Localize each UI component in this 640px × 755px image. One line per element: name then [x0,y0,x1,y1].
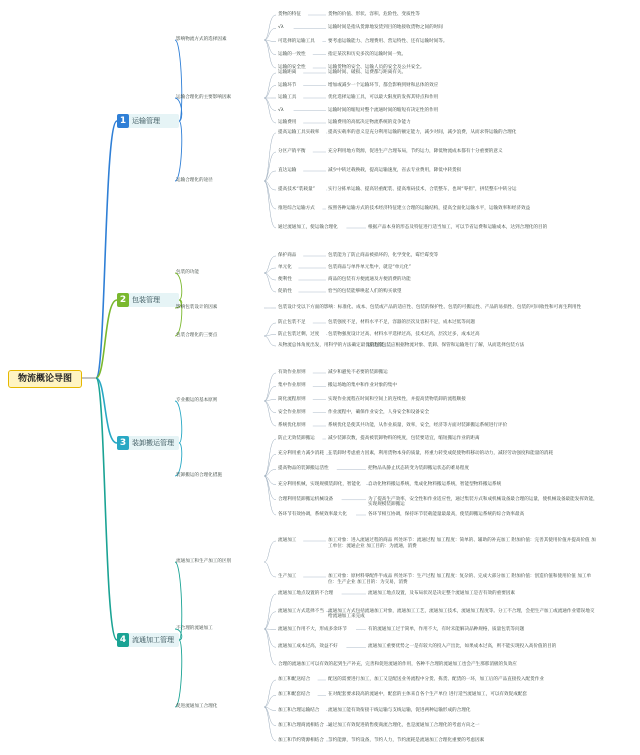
node-label: 分区产销平衡 [278,149,306,154]
node-label: 生产加工 [278,574,297,579]
node-label: 安全作业原则 [278,409,306,415]
node-description: 充分利用地方资源，促进生产合理布局，节约运力，降低物流成本都有十分重要的意义 [328,149,503,154]
node-label: 防止无效装卸搬运 [278,436,315,441]
node-label: 可选择的运输工具 [278,38,315,44]
connector-line [264,594,276,629]
node-label: √λ [278,107,284,113]
node-label: 流通加工成本过高，效益不好 [278,644,338,650]
node-description: 流通加工地点设置，及布局状况是决定整个流通加工是否有效的重要因素 [368,591,516,596]
branch-node-2 [117,293,179,307]
group-label: 运输合理化的主要影响因素 [176,95,232,100]
connector-line [175,121,182,181]
group-label: 影响包装设计的因素 [176,305,218,310]
connector-line [264,476,276,515]
node-description: 包装商品与单件单元集中，就是“单元化” [328,265,411,270]
node-text: 合理的流通加工可以有效的起到生产补充，完善和促进流通的作用，各种不合理的流通加工也会产生那那消极的负效应 [278,662,517,667]
node-label: 提高技术“装载量” [278,187,315,192]
group-label: 包装的功能 [176,270,199,275]
node-label: 加工和配套结合 [278,692,311,698]
connector-line [264,629,276,630]
group-label: 运输合理化的途径 [176,178,213,183]
node-description: 有的流通加工过于简单，作用不大，有时未能解决品种规格，质量包装等问题 [368,626,525,632]
node-description: 按照各种运输方式的技术经济特征建立合理的运输结构，提高全面化运输水平，运输效率和经济效益 [328,206,531,211]
connector-line [264,336,276,346]
connector-line [264,476,276,500]
node-label: 防止包装过剩，过度 [278,331,320,337]
node-description: 包装物强度设计过高、材料水平选择过高，技术过高，层次过多，成本过高 [328,331,480,337]
node-label: 集中作业原则 [278,383,306,389]
group-label: 包装合理化的三要点 [176,333,218,338]
connector-line [264,28,276,40]
node-label: 从物流总体角度出发，用科学的方法确定最优的包装 [278,343,384,348]
node-description: 运输时间、破损、运费都与距离有关。 [328,70,407,75]
branch-label: 流通加工管理 [132,636,174,644]
branch-label: 装卸搬运管理 [132,439,174,447]
node-label: 加工和节约资源相结合 [278,738,324,743]
connector-line [264,680,276,707]
branch-node-4 [117,633,179,647]
node-description: 减少中转过载换载，提高运输速度，省去专业费用，降低中转货损 [328,168,462,173]
node-description: 通过加工有效促进销售使商流合理化，也是流通加工合理化的考虑方向之一 [328,722,480,728]
node-label: 推进综合运输方式 [278,206,315,211]
node-label: 合理利用装卸搬运机械设备 [278,496,334,502]
node-label: 加工和配送结合 [278,677,311,682]
connector-line [264,181,276,228]
node-label: 流通加工作用不大，形成多余环节 [278,626,347,632]
connector-line [264,401,276,426]
node-description: 自动化物料搬运系统，集成化物料搬运系统，智能型物料搬运系统 [368,481,502,487]
connector-line [264,256,276,273]
node-description: 流通加工方式包括流通加工对象，流通加工工艺，流通加工技术，流通加工程度等。分工不合理，会把生产加工或流通作业错误地交给流通加工来完成 [328,608,595,620]
node-description: 货物的价值、形状、容积、危险性、变质性等 [328,12,420,17]
node-description: 增加或减少一个运输环节，都会影响到财和总体的效应 [328,82,439,88]
connector-line [264,707,276,726]
node-description: 配送的需要进行加工，加工又是配送业务流程中分货、拣货、配货的一环，加工后的产品直接投入配货作业 [328,677,544,682]
node-label: 流通加工方式选择不当 [278,608,324,614]
node-description: 实行分拣单运输、提高轻重配装、提高堆码技术，合装整车，也叫“零担”，拼装整车中转分运 [328,187,517,192]
root-node: 物流概论导图 [8,370,82,388]
node-description: 把物品从静止状态转变为装卸搬运状态的难易程度 [368,466,470,472]
connector-line [264,541,276,562]
node-label: 通过流通加工，使运输合理化 [278,225,338,230]
connector-line [264,133,276,181]
node-label: 货物的特征 [278,12,301,17]
node-description: 包装强度不足，材料水平不足，容器的层次及容积不足，成本过低等问题 [328,320,476,325]
connector-line [175,40,182,121]
branch-label: 运输管理 [132,117,160,125]
node-description: 根据产品本身的形态及特征进行适当加工，可以节省运费和运输成本，达到合理化的目的 [368,225,548,230]
connector-line [264,707,276,741]
node-description: 作业流程中，确保作业安全，人身安全和设备安全 [328,409,430,415]
node-label: 防止包装不足 [278,320,306,325]
connector-line [264,373,276,401]
node-label: 运输环节 [278,82,297,88]
branch-number: 3 [117,436,129,450]
node-description: 运输费用的高低决定物流系统的竞争能力 [328,120,411,125]
group-label: 促进流通加工合理化 [176,704,218,709]
node-description: 系统优化是使其共功能，从作业质量，效率，安全，经济等方面对装卸搬运系统进行评价 [328,423,508,428]
node-description: 实现作业流程在时间和空间上的连续性，并提高货物装卸的流程顺接 [328,396,466,402]
branch-node-1 [117,114,179,128]
connector-line [175,640,182,707]
node-label: 直达运输 [278,168,297,173]
node-description: 运输时间是指从货源地发货到目的地接收货物之间的时间 [328,25,443,31]
group-label: 专业搬运的基本原则 [176,398,218,403]
connector-line [264,401,276,413]
connector-line [264,152,276,181]
node-label: 保护商品 [278,253,297,258]
node-label: 促销性 [278,289,292,294]
node-description: 包装能为了防止商品被损坏的，化学变化，霉烂霉变等 [328,253,439,258]
connector-line [264,86,276,99]
node-label: 便利性 [278,277,292,282]
branch-node-3 [117,436,179,450]
connector-line [96,121,117,378]
branch-number: 4 [117,633,129,647]
node-description: 在装卸时考虑重力因素，利用货物本身的质量，将重力转变成促使物料移动的动力，减轻劳动强度和能量的消耗 [328,451,554,457]
node-label: 加工和合理运输结合 [278,707,320,713]
node-label: 单元化 [278,265,292,270]
node-description: 运输货物的安全、运输人员的安全及公共安全。 [328,65,425,70]
node-label: 运输工具 [278,95,297,100]
node-description: 加工对象：进入流通过程的商品 所处环节：流通过程 加工程度：简单的、辅助的补充加工 附加价值：完善其使用价值并提高价值 加工单位：流通企业 加工目的：为流通，消费 [328,538,596,549]
node-description: 要考虑运输能力、合理费用、营运特性、还有运输时间等。 [328,38,448,44]
node-label: 运输费用 [278,120,297,125]
node-label: 提高物品的装卸搬运活性 [278,466,329,472]
node-description: 节约能源，节约设备，节约人力，节约流耗是流通加工合理化重要的考虑因素 [328,738,485,743]
node-description: 减少和避免不必要的装卸搬运 [328,370,388,375]
node-description: 在对配套要求较高的流通中，配套的主体来自各个生产单位 进行适当流通加工，可以有效促成配套 [328,692,527,698]
node-description: 提高实载率的意义是充分利用运输的额定能力，减少对间，减少浪费，从而求得运输的合理化 [328,130,517,135]
connector-line [264,15,276,40]
node-label: √λ [278,25,284,31]
group-label: 流通加工和生产加工的区别 [176,559,232,564]
node-description: 加工对象：原材料零配件半成品 所处环节：生产过程 加工程度：复杂的、完成大部分加工 附加价值：创造价值和使用价值 加工单位：生产企业 加工目的：为交易，消费 [328,574,592,585]
node-description: 因优的包装应根据物流对象、装卸、保管和运输进行了解，从而选择包装方法 [368,343,525,348]
node-label: 提高运输工具实载率 [278,130,320,135]
node-text: 包装设计受以下方面的影响：标准化、成本、包装或产品的适应性、包装的保护性、包装的可搬运性、产品的易损性、包装的可回收性和可再生利用性 [278,305,582,310]
connector-line [264,273,276,292]
node-description: 运输时间的缩短对整个流通时间的缩短有决定性的作用 [328,107,439,113]
node-description: 流通加工能有效衔接干线运输与支线运输，促进两种运输形成的合理化 [328,707,471,713]
node-label: 运输距离 [278,70,297,75]
node-label: 流通加工地点设置的不合理 [278,591,334,596]
connector-line [264,454,276,476]
node-description: 指定某次和历史多次的运输时间一致。 [328,51,407,57]
connector-line [264,40,276,68]
node-description: 流通加工重要优势之一是有较大的投入产出比，如果成本过高，则不能实现投入高价值的目的 [368,644,557,650]
node-description: 各环节相互协调，保持环节装载能量最最高，使装卸搬运系统的综合效率最高 [368,512,525,517]
node-label: 充分利用重力减少消耗 [278,451,324,457]
connector-line [264,439,276,476]
node-label: 有效作业原则 [278,370,306,375]
node-label: 加工和合理商流相结合 [278,722,324,728]
group-label: 不合理的流通加工 [176,626,213,631]
connector-line [264,181,276,209]
node-description: 商品的包装有方便流通及方便消费的功能 [328,277,411,282]
connector-line [264,40,276,55]
connector-line [264,562,276,577]
node-description: 优化选择运输工具，可以最大限度的发挥其特点和作用 [328,95,439,100]
connector-line [264,386,276,401]
node-label: 系统优化原则 [278,423,306,428]
group-label: 装卸搬运的合理化措施 [176,473,222,478]
node-label: 运输的一致性 [278,51,306,57]
node-label: 各环节有效协调，系统效率最大化 [278,512,347,517]
node-description: 恰当的包装能够唤起人们的购买欲望 [328,289,402,294]
connector-line [264,323,276,336]
node-label: 运输的安全性 [278,65,306,70]
node-description: 搬运场地的集中和作业对象的集中 [328,383,397,389]
node-description: 减少装卸次数，提高被装卸物料的纯度，包装要适宜，缩短搬运作业的距离 [328,436,480,441]
branch-label: 包装管理 [132,296,160,304]
connector-line [264,98,276,111]
node-label: 流通加工 [278,538,297,543]
branch-number: 2 [117,293,129,307]
node-label: 充分利用机械，实现规模装卸化，智能化 [278,481,361,487]
connector-line [264,629,276,647]
node-label: 简化流程原则 [278,396,306,402]
branch-number: 1 [117,114,129,128]
node-description: 为了提高生产效率，安全性和作业适应性，通过集装方式和成机械设备最合理的运量，使机械设备最能发挥效能，实现规模装卸搬运 [368,496,598,508]
group-label: 影响物流方式的选择因素 [176,37,227,42]
connector-line [264,612,276,629]
